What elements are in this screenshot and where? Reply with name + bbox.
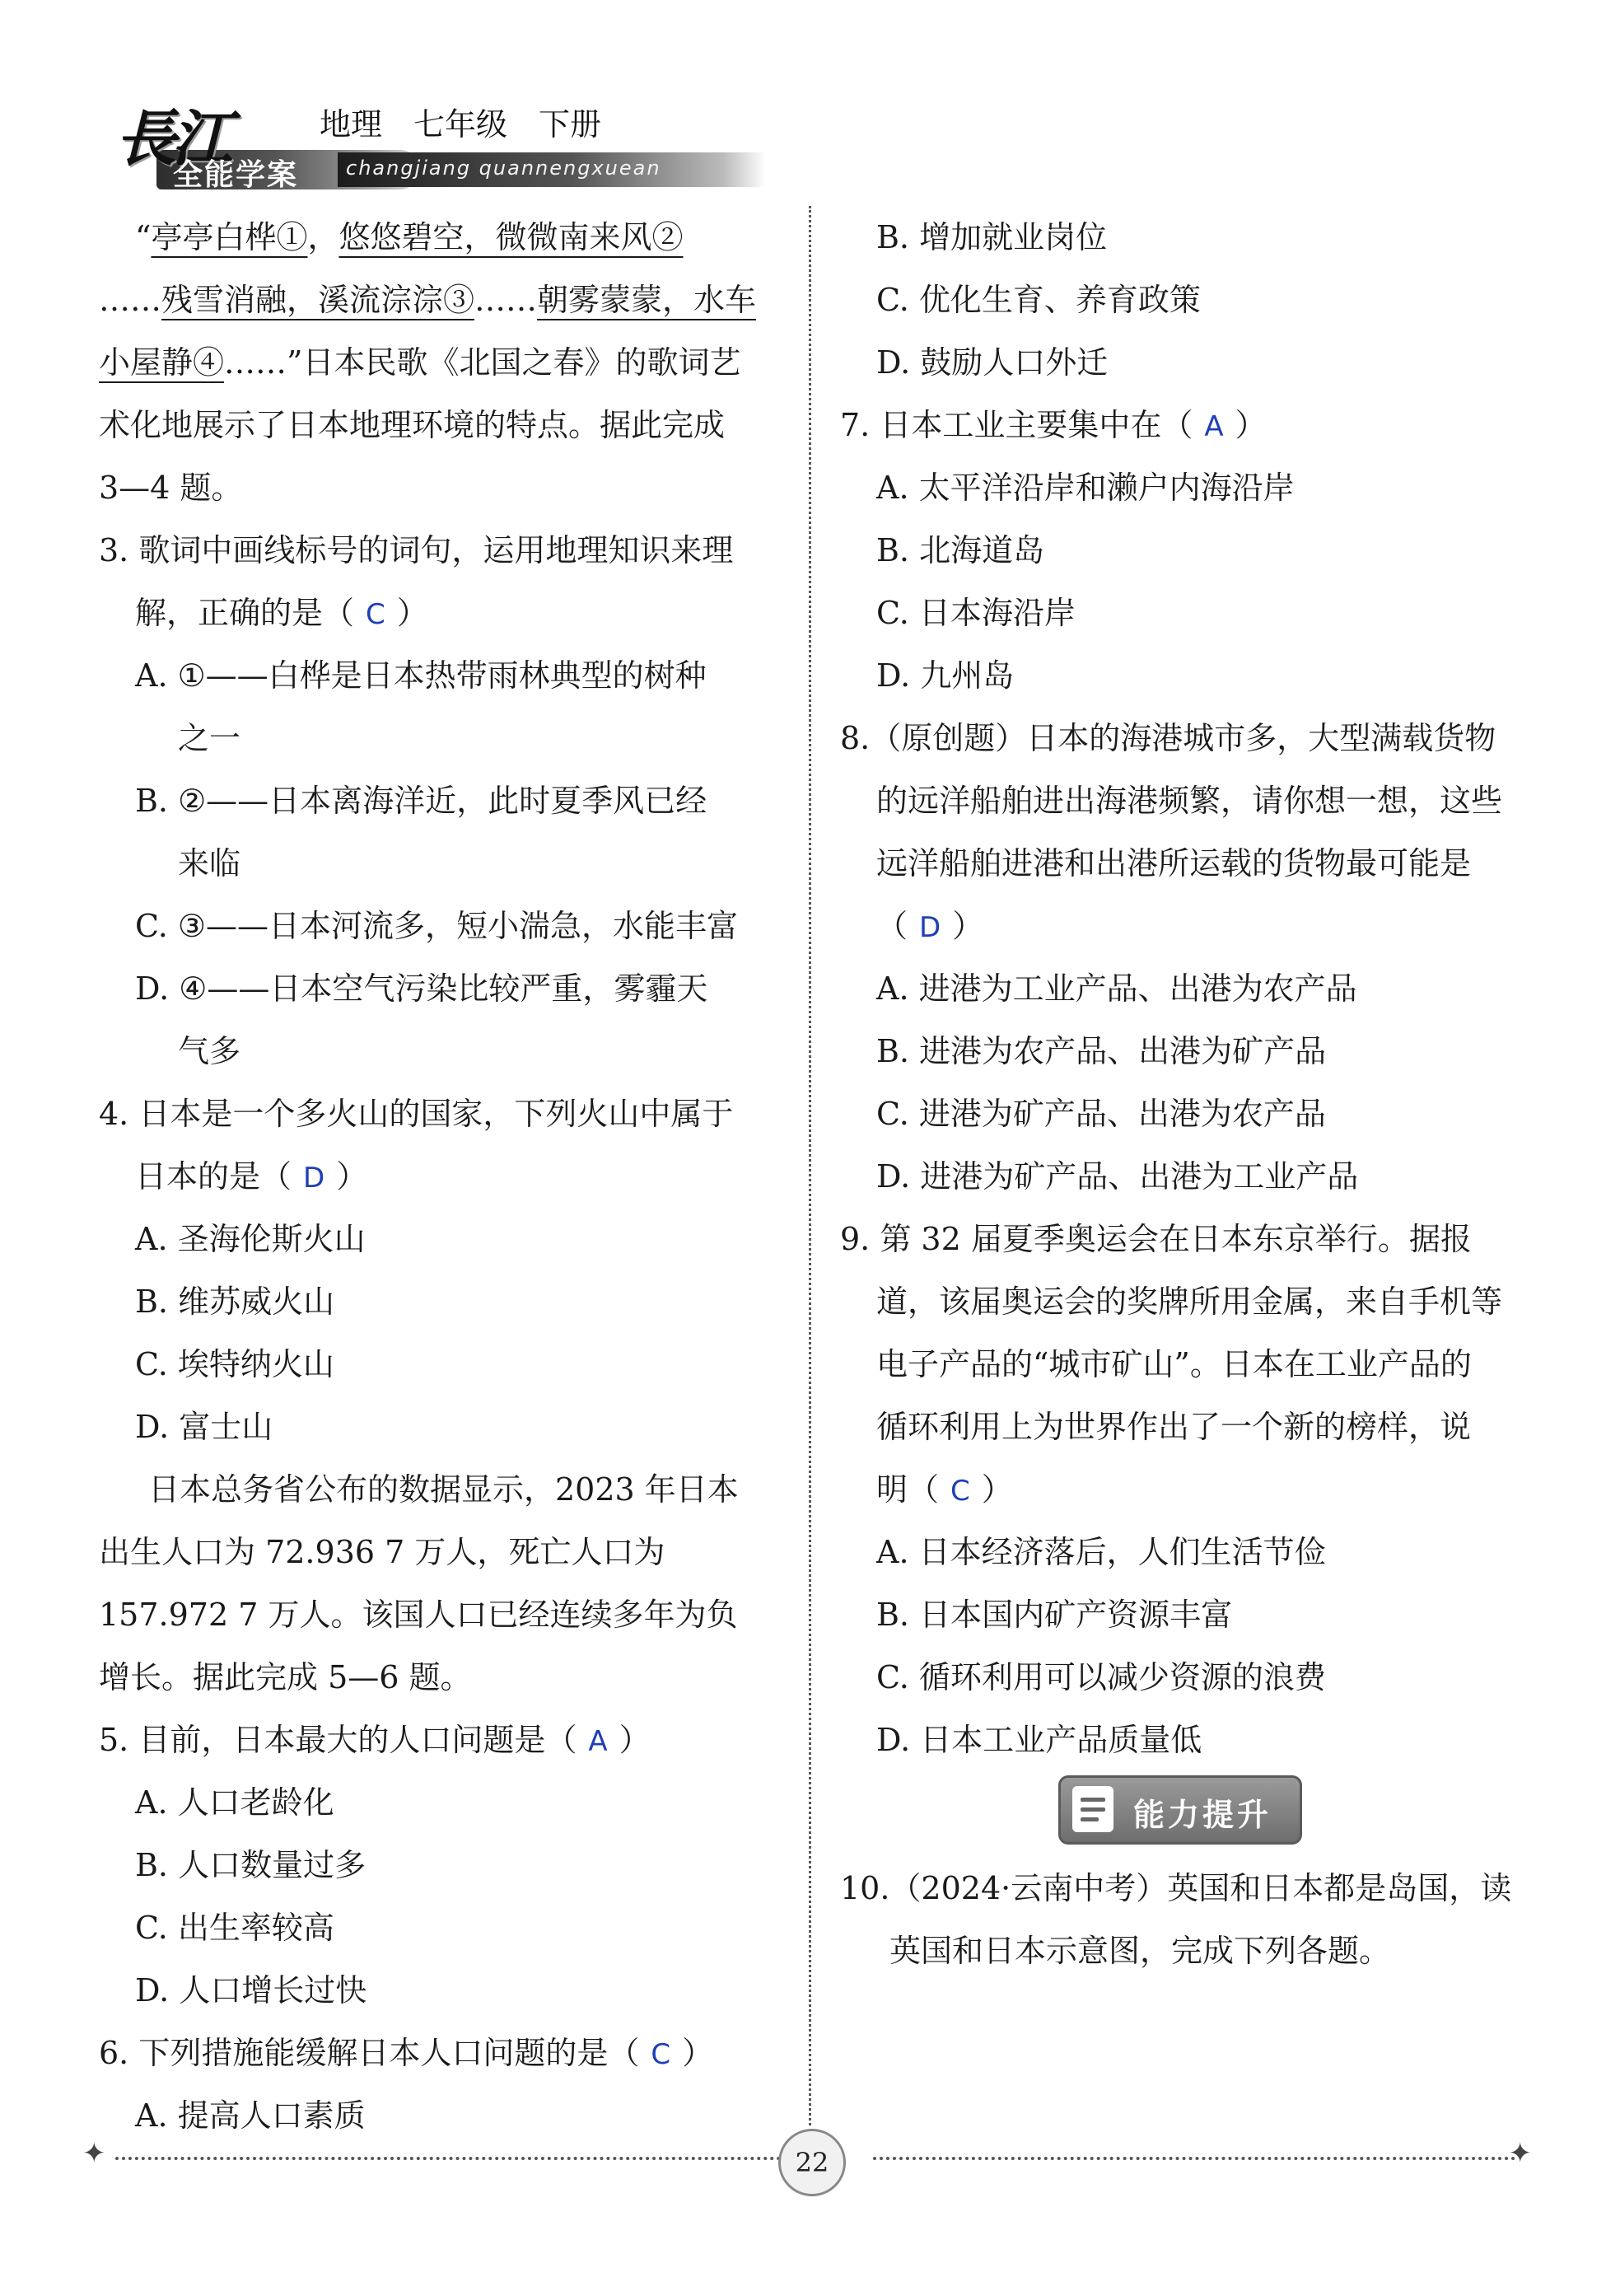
q9-stem-2: 道，该届奥运会的奖牌所用金属，来自手机等 [876, 1284, 1503, 1320]
intro-line-5: 3—4 题。 [99, 470, 243, 506]
intro-line-1: “亭亭白桦①，悠悠碧空，微微南来风② [135, 219, 684, 255]
passage2-line-4: 增长。据此完成 5—6 题。 [99, 1659, 472, 1695]
q8-option-c: C. 进港为矿产品、出港为农产品 [876, 1096, 1326, 1132]
right-column [840, 206, 1524, 1982]
q7-stem: 7. 日本工业主要集中在（ A ） [840, 394, 1524, 456]
q3-option-d-cont: 气多 [178, 1033, 241, 1069]
intro-line-3: 小屋静④……”日本民歌《北国之春》的歌词艺 [99, 344, 741, 381]
q3-option-a: A. ①——白桦是日本热带雨林典型的树种 [135, 657, 707, 694]
page-number: 22 [778, 2129, 846, 2196]
q8-stem-2: 的远洋船舶进出海港频繁，请你想一想，这些 [876, 783, 1503, 819]
q8-option-b: B. 进港为农产品、出港为矿产品 [876, 1033, 1327, 1069]
q3-option-b-cont: 来临 [178, 845, 241, 881]
q4-option-c: C. 埃特纳火山 [135, 1346, 334, 1382]
q9-stem-5: 明（ C ） [840, 1458, 1524, 1521]
q8-stem-3: 远洋船舶进港和出港所运载的货物最可能是 [876, 845, 1472, 881]
logo-subtitle: 全能学案 [173, 158, 299, 192]
q6-option-b: B. 增加就业岗位 [876, 219, 1108, 255]
q4-option-d: D. 富士山 [135, 1409, 273, 1445]
passage2-line-3: 157.972 7 万人。该国人口已经连续多年为负 [99, 1597, 738, 1633]
q10-stem-1: 10.（2024·云南中考）英国和日本都是岛国，读 [840, 1870, 1512, 1906]
q7-option-b: B. 北海道岛 [876, 532, 1045, 568]
q4-stem-2: 日本的是（ D ） [99, 1145, 791, 1208]
q8-option-a: A. 进港为工业产品、出港为农产品 [876, 970, 1357, 1007]
q5-stem: 5. 目前，日本最大的人口问题是（ A ） [99, 1709, 791, 1771]
q7-option-c: C. 日本海沿岸 [876, 595, 1076, 631]
page-footer [82, 2117, 1532, 2208]
q4-option-a: A. 圣海伦斯火山 [135, 1221, 366, 1257]
underlined-phrase-5: 小屋静④ [99, 344, 225, 381]
subject-title: 地理 七年级 下册 [320, 106, 602, 143]
q4-answer: D [303, 1162, 325, 1195]
q7-option-d: D. 九州岛 [876, 657, 1015, 694]
passage2-line-2: 出生人口为 72.936 7 万人，死亡人口为 [99, 1534, 665, 1570]
underlined-phrase-3: 残雪消融，溪流淙淙③ [161, 282, 475, 318]
q7-answer: A [1204, 410, 1224, 443]
section-badge-label: 能力提升 [1133, 1797, 1272, 1833]
q8-stem-1: 8.（原创题）日本的海港城市多，大型满载货物 [840, 720, 1496, 756]
q3-option-a-cont: 之一 [178, 720, 241, 756]
q3-stem-2: 解，正确的是（ C ） [99, 582, 791, 644]
q9-stem-3: 电子产品的“城市矿山”。日本在工业产品的 [876, 1346, 1472, 1382]
underlined-phrase-1: 亭亭白桦① [151, 219, 308, 255]
intro-line-4: 术化地展示了日本地理环境的特点。据此完成 [99, 407, 726, 443]
q6-answer: C [651, 2038, 671, 2071]
q3-stem-1: 3. 歌词中画线标号的词句，运用地理知识来理 [99, 532, 734, 568]
q5-option-d: D. 人口增长过快 [135, 1972, 367, 2008]
q5-option-a: A. 人口老龄化 [135, 1784, 334, 1821]
column-divider [809, 206, 811, 2125]
page-header [99, 82, 807, 206]
q8-option-d: D. 进港为矿产品、出港为工业产品 [876, 1158, 1359, 1195]
q3-option-d: D. ④——日本空气污染比较严重，雾霾天 [135, 970, 708, 1007]
section-badge-ability [1058, 1775, 1302, 1845]
q8-answer: D [919, 911, 941, 944]
footer-rule-left [115, 2157, 807, 2160]
q9-option-d: D. 日本工业产品质量低 [876, 1722, 1202, 1758]
intro-line-2: ……残雪消融，溪流淙淙③……朝雾蒙蒙，水车 [99, 282, 757, 318]
clipboard-icon [1072, 1786, 1113, 1832]
q9-stem-1: 9. 第 32 届夏季奥运会在日本东京举行。据报 [840, 1221, 1472, 1257]
underlined-phrase-2: 悠悠碧空，微微南来风② [338, 219, 684, 255]
q7-option-a: A. 太平洋沿岸和濑户内海沿岸 [876, 470, 1295, 506]
logo-title: 長江 [115, 104, 227, 175]
q9-option-b: B. 日本国内矿产资源丰富 [876, 1597, 1233, 1633]
q9-option-c: C. 循环利用可以减少资源的浪费 [876, 1659, 1326, 1695]
q6-stem: 6. 下列措施能缓解日本人口问题的是（ C ） [99, 2022, 791, 2084]
ornament-icon: ✦ [82, 2137, 106, 2170]
q6-option-c: C. 优化生育、养育政策 [876, 282, 1201, 318]
q10-stem-2: 英国和日本示意图，完成下列各题。 [889, 1933, 1391, 1969]
q4-stem-1: 4. 日本是一个多火山的国家，下列火山中属于 [99, 1096, 734, 1132]
ornament-icon: ✦ [1508, 2137, 1532, 2170]
q5-option-b: B. 人口数量过多 [135, 1847, 366, 1883]
q6-option-a: A. 提高人口素质 [135, 2097, 366, 2134]
q4-option-b: B. 维苏威火山 [135, 1284, 335, 1320]
q9-option-a: A. 日本经济落后，人们生活节俭 [876, 1534, 1326, 1570]
q6-option-d: D. 鼓励人口外迁 [876, 344, 1109, 381]
passage2-line-1: 日本总务省公布的数据显示，2023 年日本 [148, 1471, 739, 1508]
q9-stem-4: 循环利用上为世界作出了一个新的榜样，说 [876, 1409, 1472, 1445]
left-column [99, 206, 791, 2147]
pinyin-text: changjiang quannengxuean [346, 157, 661, 180]
q9-answer: C [950, 1475, 970, 1508]
q3-answer: C [366, 598, 385, 631]
underlined-phrase-4: 朝雾蒙蒙，水车 [537, 282, 757, 318]
q8-stem-4: （ D ） [840, 895, 1524, 957]
q3-option-c: C. ③——日本河流多，短小湍急，水能丰富 [135, 908, 738, 944]
q5-option-c: C. 出生率较高 [135, 1910, 334, 1946]
q3-option-b: B. ②——日本离海洋近，此时夏季风已经 [135, 783, 707, 819]
q5-answer: A [588, 1725, 608, 1758]
footer-rule-right [873, 2157, 1515, 2160]
